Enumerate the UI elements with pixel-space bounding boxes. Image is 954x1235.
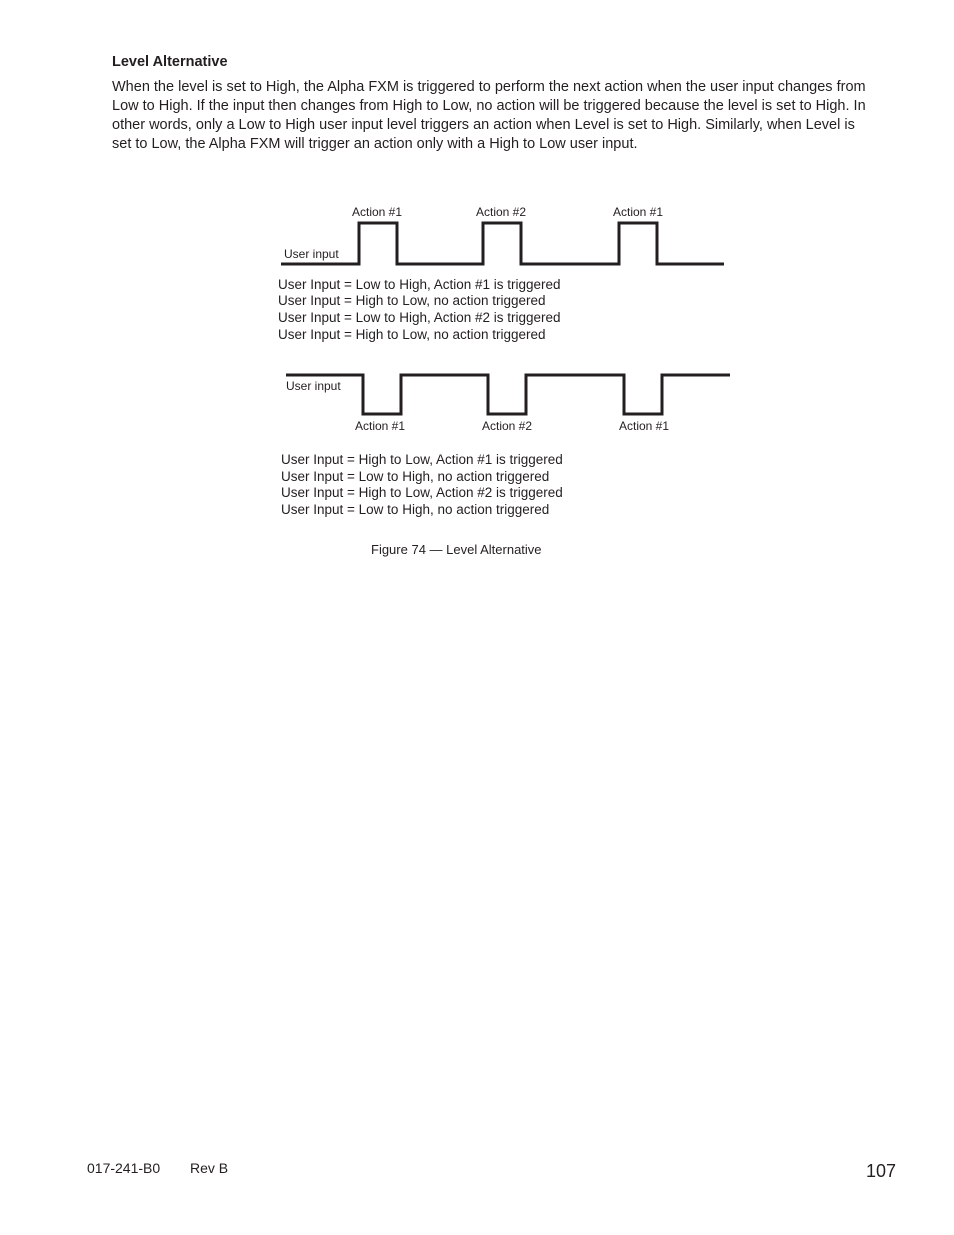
high-action-label: Action #1 [613, 205, 664, 219]
low-user-input-label: User input [286, 379, 341, 393]
low-description-line: User Input = Low to High, no action triggered [281, 502, 550, 517]
low-description-line: User Input = High to Low, Action #1 is triggered [281, 452, 563, 467]
high-description-line: User Input = High to Low, no action triggered [278, 293, 546, 308]
section-paragraph: When the level is set to High, the Alpha FXM is triggered to perform the next action when the user input changes from Low to High. If the input then changes from High to Low, no action will be triggered because the level is set to High. In other words, only a Low to High user input level triggers an action when Level is set to High. Similarly, when Level is set to Low, the Alpha FXM will trigger an action only with a High to Low user input. [112, 79, 866, 152]
document-id: 017-241-B0 [87, 1160, 161, 1176]
low-action-label: Action #2 [482, 419, 533, 433]
revision-label: Rev B [190, 1160, 229, 1176]
high-description-line: User Input = High to Low, no action triggered [278, 327, 546, 342]
high-description-line: User Input = Low to High, Action #2 is triggered [278, 310, 561, 325]
low-level-waveform [286, 375, 730, 414]
figure-caption: Figure 74 — Level Alternative [371, 542, 542, 557]
high-description-line: User Input = Low to High, Action #1 is triggered [278, 277, 561, 292]
low-description-line: User Input = Low to High, no action triggered [281, 469, 550, 484]
section-heading: Level Alternative [112, 54, 228, 70]
high-user-input-label: User input [284, 247, 339, 261]
high-action-label: Action #2 [476, 205, 527, 219]
page-number: 107 [866, 1161, 897, 1181]
low-description-line: User Input = High to Low, Action #2 is triggered [281, 485, 563, 500]
low-action-label: Action #1 [355, 419, 406, 433]
low-action-label: Action #1 [619, 419, 670, 433]
high-action-label: Action #1 [352, 205, 403, 219]
high-level-waveform [281, 223, 724, 264]
